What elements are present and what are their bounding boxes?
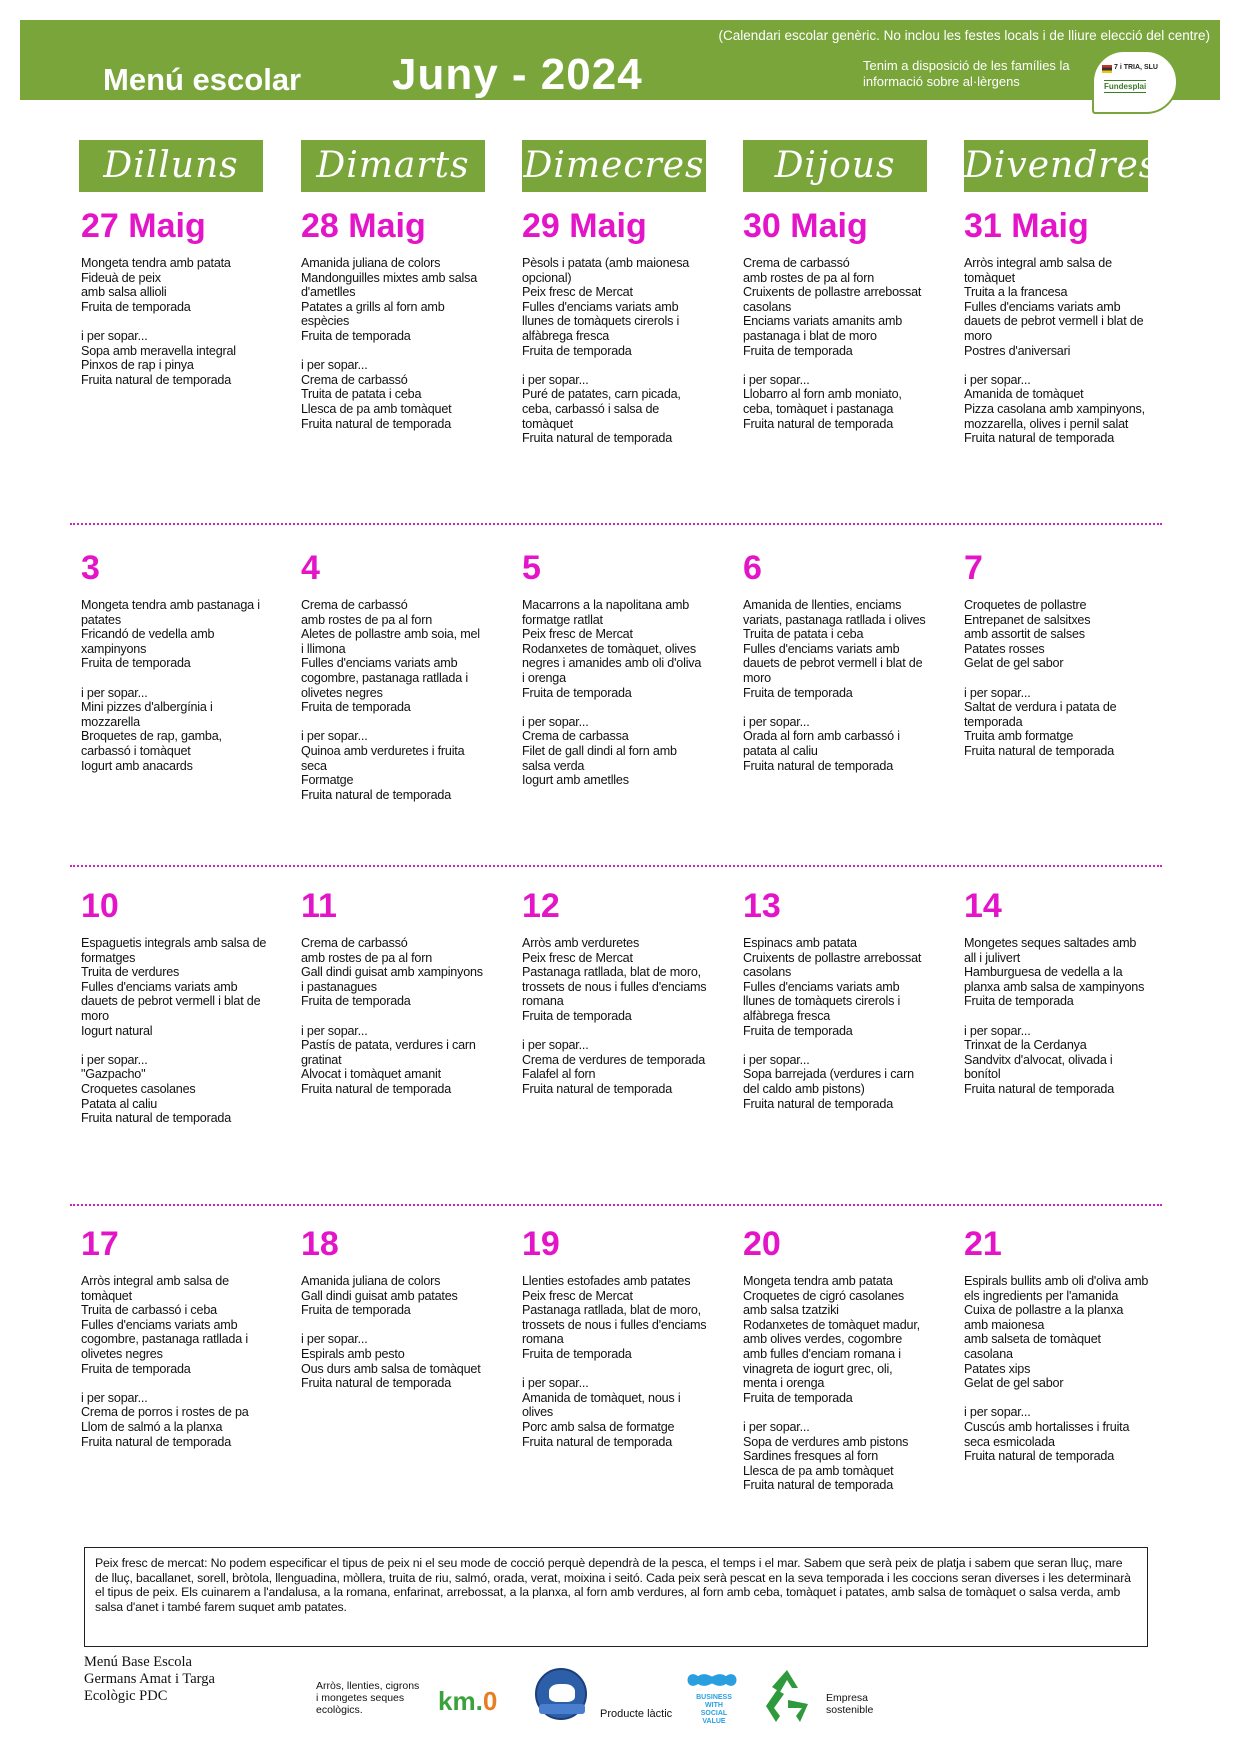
- day-date: 30 Maig: [743, 207, 868, 245]
- day-cell: [522, 886, 708, 1097]
- day-date: 18: [301, 1225, 339, 1263]
- day-date: 13: [743, 887, 781, 925]
- allergens-note: Tenim a disposició de les famílies la informació sobre al·lèrgens: [863, 58, 1070, 89]
- week-divider: [70, 1204, 1162, 1206]
- logo-company-name: 7 i TRIA, SLU: [1114, 64, 1158, 71]
- day-header-monday: Dilluns: [79, 140, 263, 192]
- day-cell: [522, 1224, 708, 1449]
- day-menu: Amanida de llenties, enciams variats, pastanaga ratllada i olives Truita de patata i ceba Fulles d'enciams variats amb dauets de pebrot vermell i blat de moro Fruita de temporada i per sopar... Orada al forn amb carbassó i patata al caliu Fruita natural de temporada: [743, 598, 926, 773]
- eco-text: Arròs, llenties, cigrons i mongetes seques ecològics.: [316, 1680, 420, 1716]
- day-date: 14: [964, 887, 1002, 925]
- km0-logo: [438, 1686, 497, 1717]
- day-menu: Mongeta tendra amb pastanaga i patates Fricandó de vedella amb xampinyons Fruita de temporada i per sopar... Mini pizzes d'albergínia i mozzarella Broquetes de rap, gamba, carbassó i tomàquet Iogurt amb anacards: [81, 598, 260, 773]
- day-date: 31 Maig: [964, 207, 1089, 245]
- day-date: 19: [522, 1225, 560, 1263]
- day-menu: Mongeta tendra amb patata Fideuà de peix amb salsa allioli Fruita de temporada i per sopar... Sopa amb meravella integral Pinxos de rap i pinya Fruita natural de temporada: [81, 256, 236, 387]
- day-menu: Espaguetis integrals amb salsa de formatges Truita de verdures Fulles d'enciams variats amb dauets de pebrot vermell i blat de moro Iogurt natural i per sopar... "Gazpacho" Croquetes casolanes Patata al caliu Fruita natural de temporada: [81, 936, 267, 1126]
- cow-icon: [549, 1684, 575, 1702]
- school-name: Menú Base Escola Germans Amat i Targa Ecològic PDC: [84, 1654, 215, 1704]
- month-title: Juny - 2024: [392, 50, 643, 99]
- km0-text: km.: [438, 1686, 483, 1716]
- business-social-value-text: BUSINESS WITH SOCIAL VALUE: [696, 1694, 732, 1725]
- sustainable-company-text: Empresa sostenible: [826, 1692, 874, 1716]
- calendar-note: (Calendari escolar genèric. No inclou les festes locals i de lliure elecció del centre): [718, 28, 1210, 43]
- day-menu: Arròs integral amb salsa de tomàquet Truita a la francesa Fulles d'enciams variats amb dauets de pebrot vermell i blat de moro Postres d'aniversari i per sopar... Amanida de tomàquet Pizza casolana amb xampinyons, mozzarella, olives i pernil salat Fruita natural de temporada: [964, 256, 1145, 446]
- day-menu: Crema de carbassó amb rostes de pa al forn Gall dindi guisat amb xampinyons i pastanagues Fruita de temporada i per sopar... Pastís de patata, verdures i carn gratinat Alvocat i tomàquet amanit Fruita natural de temporada: [301, 936, 483, 1096]
- dairy-logo: [535, 1668, 587, 1720]
- day-cell: [743, 1224, 929, 1493]
- day-menu: Arròs amb verduretes Peix fresc de Mercat Pastanaga ratllada, blat de moro, trossets de nous i fulles d'enciams romana Fruita de temporada i per sopar... Crema de verdures de temporada Falafel al forn Fruita natural de temporada: [522, 936, 707, 1096]
- day-cell: [964, 548, 1150, 759]
- day-header-friday: Divendres: [964, 140, 1148, 192]
- day-date: 17: [81, 1225, 119, 1263]
- day-cell: [81, 886, 267, 1126]
- day-cell: [964, 886, 1150, 1097]
- day-menu: Croquetes de pollastre Entrepanet de salsitxes amb assortit de salses Patates rosses Gelat de gel sabor i per sopar... Saltat de verdura i patata de temporada Truita amb formatge Fruita natural de temporada: [964, 598, 1117, 758]
- day-cell: [743, 548, 929, 773]
- flag-icon: [1102, 65, 1112, 73]
- day-date: 3: [81, 549, 100, 587]
- km0-zero: 0: [482, 1686, 498, 1716]
- day-cell: [301, 886, 487, 1097]
- day-cell: [743, 206, 929, 431]
- day-cell: [81, 548, 267, 773]
- day-menu: Pèsols i patata (amb maionesa opcional) Peix fresc de Mercat Fulles d'enciams variats amb llunes de tomàquets cirerols i alfàbrega fresca Fruita de temporada i per sopar... Puré de patates, carn picada, ceba, carbassó i salsa de tomàquet Fruita natural de temporada: [522, 256, 690, 446]
- day-menu: Crema de carbassó amb rostes de pa al forn Aletes de pollastre amb soia, mel i llimona Fulles d'enciams variats amb cogombre, pastanaga ratllada i olivetes negres Fruita de temporada i per sopar... Quinoa amb verduretes i fruita seca Formatge Fruita natural de temporada: [301, 598, 480, 802]
- day-cell: [522, 206, 708, 446]
- day-date: 12: [522, 887, 560, 925]
- day-date: 11: [301, 887, 337, 925]
- day-cell: [301, 206, 487, 431]
- day-date: 21: [964, 1225, 1002, 1263]
- day-date: 28 Maig: [301, 207, 426, 245]
- day-date: 5: [522, 549, 541, 587]
- logo-fundesplai: Fundesplai: [1104, 82, 1147, 91]
- day-date: 6: [743, 549, 762, 587]
- week-divider: [70, 523, 1162, 525]
- fish-note-box: Peix fresc de mercat: No podem especificar el tipus de peix ni el seu mode de cocció perquè dependrà de la pesca, el temps i el mar. Sabem que serà peix de platja i sabem que seran lluç, mare de lluç, bacallanet, sorell, bròtola, llenguadina, mòllera, truita de riu, salmó, orada, verat, moixina i seitó. Cada peix serà pescat en la seva temporada i les coccions seran diverses i les determinarà el tipus de peix. Els cuinarem a l'andalusa, a la romana, enfarinat, arrebossat, a la planxa, al forn amb verdures, al forn amb ceba, tomàquet i patates, amb salsa de tomàquet o salsa verda, amb salsa d'anet i també farem suquet amb patates.: [84, 1547, 1148, 1647]
- day-date: 7: [964, 549, 983, 587]
- dairy-label: Producte làctic: [600, 1708, 673, 1720]
- dairy-ribbon: [539, 1704, 585, 1714]
- day-menu: Espirals bullits amb oli d'oliva amb els ingredients per l'amanida Cuixa de pollastre a la planxa amb maionesa amb salseta de tomàquet casolana Patates xips Gelat de gel sabor i per sopar... Cuscús amb hortalisses i fruita seca esmicolada Fruita natural de temporada: [964, 1274, 1149, 1464]
- day-cell: [301, 1224, 487, 1391]
- week-divider: [70, 865, 1162, 867]
- day-menu: Mongetes seques saltades amb all i julivert Hamburguesa de vedella a la planxa amb salsa de xampinyons Fruita de temporada i per sopar... Trinxat de la Cerdanya Sandvitx d'alvocat, olivada i bonítol Fruita natural de temporada: [964, 936, 1145, 1096]
- day-menu: Mongeta tendra amb patata Croquetes de cigró casolanes amb salsa tzatziki Rodanxetes de tomàquet madur, amb olives verdes, cogombre amb fulles d'enciam romana i vinagreta de iogurt grec, oli, menta i orenga Fruita de temporada i per sopar... Sopa de verdures amb pistons Sardines fresques al forn Llesca de pa amb tomàquet Fruita natural de temporada: [743, 1274, 920, 1493]
- recycle-icon: [758, 1666, 816, 1724]
- day-menu: Arròs integral amb salsa de tomàquet Truita de carbassó i ceba Fulles d'enciams variats amb cogombre, pastanaga ratllada i olivetes negres Fruita de temporada i per sopar... Crema de porros i rostes de pa Llom de salmó a la planxa Fruita natural de temporada: [81, 1274, 249, 1449]
- day-date: 4: [301, 549, 320, 587]
- day-cell: [301, 548, 487, 802]
- day-date: 29 Maig: [522, 207, 647, 245]
- page-title: Menú escolar: [103, 62, 302, 97]
- day-menu: Llenties estofades amb patates Peix fresc de Mercat Pastanaga ratllada, blat de moro, trossets de nous i fulles d'enciams romana Fruita de temporada i per sopar... Amanida de tomàquet, nous i olives Porc amb salsa de formatge Fruita natural de temporada: [522, 1274, 707, 1449]
- day-date: 20: [743, 1225, 781, 1263]
- day-menu: Amanida juliana de colors Gall dindi guisat amb patates Fruita de temporada i per sopar... Espirals amb pesto Ous durs amb salsa de tomàquet Fruita natural de temporada: [301, 1274, 481, 1391]
- day-menu: Amanida juliana de colors Mandonguilles mixtes amb salsa d'ametlles Patates a grills al forn amb espècies Fruita de temporada i per sopar... Crema de carbassó Truita de patata i ceba Llesca de pa amb tomàquet Fruita natural de temporada: [301, 256, 477, 431]
- day-cell: [81, 206, 267, 387]
- day-date: 27 Maig: [81, 207, 206, 245]
- day-cell: [522, 548, 708, 788]
- day-menu: Crema de carbassó amb rostes de pa al forn Cruixents de pollastre arrebossat casolans Enciams variats amanits amb pastanaga i blat de moro Fruita de temporada i per sopar... Llobarro al forn amb moniato, ceba, tomàquet i pastanaga Fruita natural de temporada: [743, 256, 922, 431]
- day-cell: [81, 1224, 267, 1449]
- day-cell: [743, 886, 929, 1111]
- day-header-thursday: Dijous: [743, 140, 927, 192]
- day-cell: [964, 206, 1150, 446]
- day-header-wednesday: Dimecres: [522, 140, 706, 192]
- day-cell: [964, 1224, 1150, 1464]
- day-menu: Espinacs amb patata Cruixents de pollastre arrebossat casolans Fulles d'enciams variats amb llunes de tomàquets cirerols i alfàbrega fresca Fruita de temporada i per sopar... Sopa barrejada (verdures i carn del caldo amb pistons) Fruita natural de temporada: [743, 936, 922, 1111]
- header-banner: [20, 20, 1220, 100]
- company-logo: [1092, 50, 1178, 114]
- day-date: 10: [81, 887, 119, 925]
- day-header-tuesday: Dimarts: [301, 140, 485, 192]
- day-menu: Macarrons a la napolitana amb formatge ratllat Peix fresc de Mercat Rodanxetes de tomàquet, olives negres i amanides amb oli d'oliva i orenga Fruita de temporada i per sopar... Crema de carbassa Filet de gall dindi al forn amb salsa verda Iogurt amb ametlles: [522, 598, 702, 788]
